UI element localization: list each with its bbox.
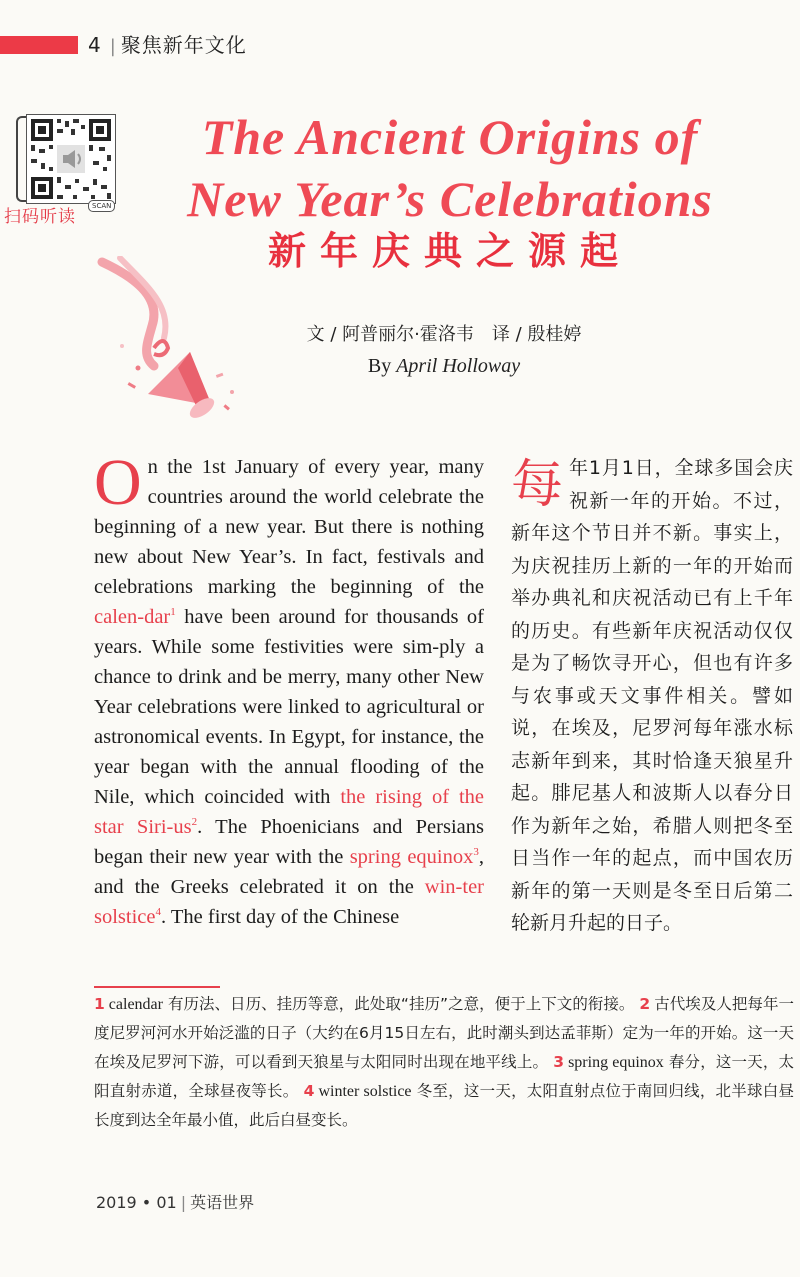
footnote-number: 3 (553, 1053, 565, 1071)
footnote-term: calendar (108, 996, 163, 1013)
body-en-part5: . The first day of the Chinese (161, 906, 400, 928)
scan-listen-caption: 扫码听读 (4, 207, 76, 227)
section-header (88, 32, 247, 60)
footnotes (94, 990, 794, 1135)
body-zh-text: 年1月1日，全球多国会庆祝新一年的开始。不过，新年这个节日并不新。事实上，为庆祝挂历上新的一年的开始而举办典礼和庆祝活动已有上千年的历史。有些新年庆祝活动仅仅是为了畅饮寻开心，但也有许多与农事或天文事件相关。譬如说，在埃及，尼罗河每年涨水标志新年到来，其时恰逢天狼星升起。腓尼基人和波斯人以春分日作为新年之始，希腊人则把冬至日当作一年的起点，而中国农历新年的第一天则是冬至日后第二轮新月升起的日子。 (511, 457, 793, 934)
footnote-term: winter solstice (318, 1083, 412, 1100)
title-en-line2: New Year’s Celebrations (187, 171, 713, 227)
article-title-en (110, 106, 790, 230)
page-number: 4 (88, 33, 102, 57)
title-en-line1: The Ancient Origins of (201, 109, 699, 165)
section-title: 聚焦新年文化 (120, 33, 247, 57)
qr-code[interactable] (26, 114, 116, 204)
scan-tag: SCAN (88, 200, 115, 212)
dropcap-zh: 每 (511, 455, 564, 515)
dropcap-en: O (94, 446, 142, 519)
article-title-zh: 新年庆典之源起 (267, 229, 632, 273)
note-ref-2: 2 (191, 816, 198, 829)
party-popper-illustration (92, 256, 252, 446)
footnote-text: 有历法、日历、挂历等意，此处取“挂历”之意，便于上下文的衔接。 (162, 995, 635, 1013)
footer-separator: | (180, 1193, 187, 1212)
gloss-winter-solstice: win-ter solstice (94, 876, 484, 928)
byline-author: April Holloway (396, 355, 521, 377)
byline-zh: 文 / 阿普丽尔·霍洛韦 译 / 殷桂婷 (306, 324, 582, 345)
qr-code-graphic (27, 115, 115, 203)
header-separator: | (109, 36, 117, 57)
body-en-part1: n the 1st January of every year, many countries around the world celebrate the beginning of a new year. But there is nothing new about New Year’s. In fact, festivals and celebrations marking the beginning of the (94, 456, 484, 598)
footnote-text: 冬至，这一天，太阳直射点位于南回归线，北半球白昼长度到达全年最小值，此后白昼变长。 (94, 1082, 794, 1129)
gloss-rising-sirius: the rising of the star Siri-us (94, 786, 484, 838)
magazine-name: 英语世界 (190, 1193, 255, 1212)
section-accent-bar (0, 36, 78, 54)
chinese-body-column (511, 452, 793, 940)
footnote-number: 4 (303, 1082, 315, 1100)
byline-en (274, 352, 614, 380)
footnote-text: 古代埃及人把每年一度尼罗河河水开始泛滥的日子（大约在6月15日左右，此时潮头到达孟菲斯）定为一年的开始。这一天在埃及尼罗河下游，可以看到天狼星与太阳同时出现在地平线上。 (94, 995, 794, 1071)
body-en-part4: , and the Greeks celebrated it on the (94, 846, 484, 898)
footnote-number: 2 (639, 995, 651, 1013)
note-ref-1: 1 (170, 606, 176, 619)
english-body-column (94, 446, 484, 932)
body-en-part2: have been around for thousands of years. While some festivities were sim-ply a chance to drink and be merry, many other New Year celebrations were linked to agricultural or astronomical events. In Egypt, for instance, the year began with the annual flooding of the Nile, which coincided with (94, 606, 484, 808)
note-ref-4: 4 (155, 906, 161, 919)
footnote-term: spring equinox (568, 1054, 664, 1071)
body-en-part3: . The Phoenicians and Persians began their new year with the (94, 816, 484, 868)
footnote-text: 春分，这一天，太阳直射赤道，全球昼夜等长。 (94, 1053, 794, 1100)
note-ref-3: 3 (473, 846, 479, 859)
issue-date: 2019 • 01 (96, 1193, 177, 1212)
gloss-calendar: calen-dar (94, 606, 171, 628)
page-footer (96, 1192, 254, 1214)
byline-en-prefix: By (367, 355, 397, 377)
footnote-number: 1 (94, 995, 105, 1013)
footnote-divider (94, 986, 220, 988)
footnote-item (94, 995, 634, 1013)
gloss-spring-equinox: spring equinox (349, 846, 474, 868)
